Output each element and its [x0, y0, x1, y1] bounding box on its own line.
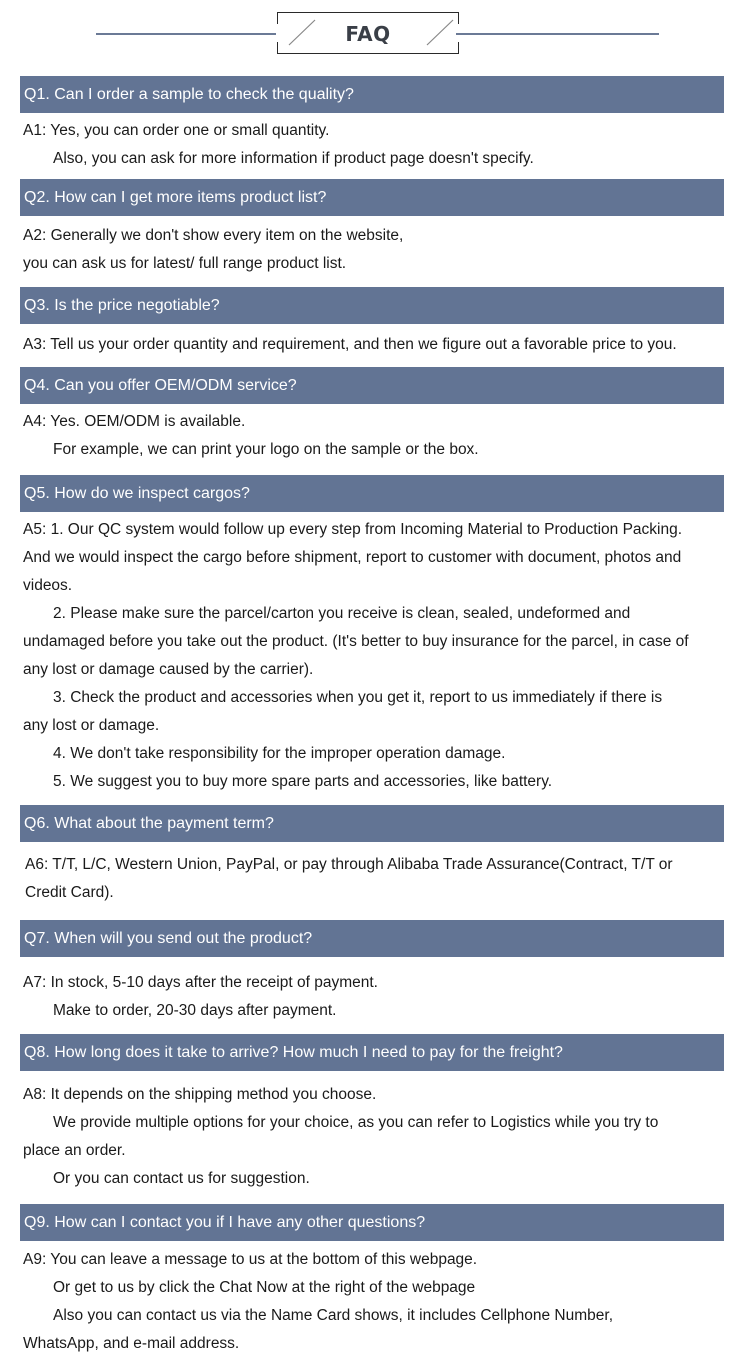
answer-line: And we would inspect the cargo before shipment, report to customer with document, photos and: [23, 549, 682, 566]
header-title-frame: [277, 12, 459, 54]
answer-line: A9: You can leave a message to us at the bottom of this webpage.: [23, 1251, 478, 1268]
answer-line: A5: 1. Our QC system would follow up every step from Incoming Material to Production Packing.: [23, 521, 683, 538]
answer-line: place an order.: [23, 1142, 126, 1159]
answer-line: 3. Check the product and accessories when you get it, report to us immediately if there is: [53, 689, 663, 706]
answer-line: A8: It depends on the shipping method you choose.: [23, 1086, 377, 1103]
answer-line: Make to order, 20-30 days after payment.: [53, 1002, 337, 1019]
question-bar-8: Q8. How long does it take to arrive? How much I need to pay for the freight?: [20, 1034, 724, 1071]
answer-line: you can ask us for latest/ full range product list.: [23, 255, 347, 272]
question-bar-9: Q9. How can I contact you if I have any other questions?: [20, 1204, 724, 1241]
answer-line: A6: T/T, L/C, Western Union, PayPal, or pay through Alibaba Trade Assurance(Contract, T/T or: [25, 856, 673, 873]
header-rule-right: [456, 33, 659, 35]
header-rule-left: [96, 33, 276, 35]
answer-line: A7: In stock, 5-10 days after the receipt of payment.: [23, 974, 378, 991]
answer-line: 4. We don't take responsibility for the improper operation damage.: [53, 745, 506, 762]
answer-9: [23, 1246, 723, 1358]
answer-line: undamaged before you take out the product. (It's better to buy insurance for the parcel, in case of: [23, 633, 689, 650]
question-bar-3: Q3. Is the price negotiable?: [20, 287, 724, 324]
answer-8: [23, 1081, 723, 1193]
answer-line: Also, you can ask for more information if product page doesn't specify.: [53, 150, 534, 167]
answer-line: any lost or damage caused by the carrier).: [23, 661, 314, 678]
answer-line: Credit Card).: [25, 884, 114, 901]
answer-line: Also you can contact us via the Name Card shows, it includes Cellphone Number,: [53, 1307, 614, 1324]
answer-5: [23, 516, 723, 796]
question-bar-2: Q2. How can I get more items product list?: [20, 179, 724, 216]
answer-line: Or you can contact us for suggestion.: [53, 1170, 310, 1187]
question-bar-4: Q4. Can you offer OEM/ODM service?: [20, 367, 724, 404]
answer-1: [23, 117, 723, 173]
answer-3: [23, 331, 723, 359]
answer-line: A4: Yes. OEM/ODM is available.: [23, 413, 246, 430]
answer-line: WhatsApp, and e-mail address.: [23, 1335, 240, 1352]
answer-line: 2. Please make sure the parcel/carton you receive is clean, sealed, undeformed and: [53, 605, 631, 622]
answer-line: A1: Yes, you can order one or small quantity.: [23, 122, 330, 139]
answer-line: videos.: [23, 577, 73, 594]
answer-line: A3: Tell us your order quantity and requirement, and then we figure out a favorable price to you.: [23, 336, 677, 353]
answer-6: [25, 851, 725, 907]
answer-7: [23, 969, 723, 1025]
page-title: FAQ: [345, 22, 391, 46]
answer-line: A2: Generally we don't show every item on the website,: [23, 227, 404, 244]
question-bar-6: Q6. What about the payment term?: [20, 805, 724, 842]
question-bar-1: Q1. Can I order a sample to check the quality?: [20, 76, 724, 113]
answer-4: [23, 408, 723, 464]
faq-header: [0, 0, 750, 70]
question-bar-7: Q7. When will you send out the product?: [20, 920, 724, 957]
answer-line: We provide multiple options for your choice, as you can refer to Logistics while you try to: [53, 1114, 659, 1131]
answer-line: any lost or damage.: [23, 717, 160, 734]
answer-line: Or get to us by click the Chat Now at the right of the webpage: [53, 1279, 476, 1296]
answer-line: 5. We suggest you to buy more spare parts and accessories, like battery.: [53, 773, 553, 790]
answer-line: For example, we can print your logo on the sample or the box.: [53, 441, 479, 458]
answer-2: [23, 222, 723, 278]
question-bar-5: Q5. How do we inspect cargos?: [20, 475, 724, 512]
